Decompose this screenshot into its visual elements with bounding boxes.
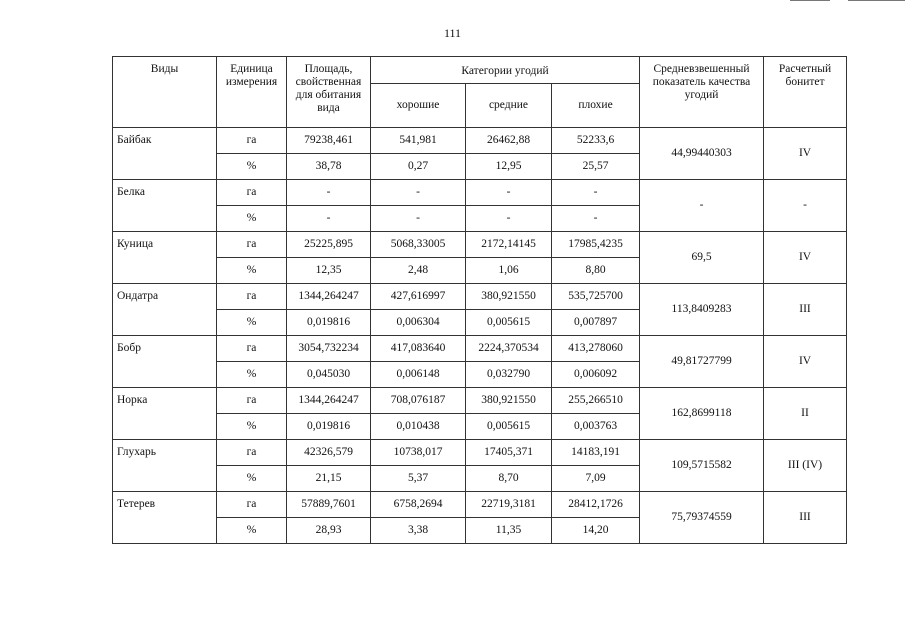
cell-poor: 28412,1726 <box>552 492 640 518</box>
cell-poor: 255,266510 <box>552 388 640 414</box>
quality-value: 109,5715582 <box>640 440 764 492</box>
quality-value: 113,8409283 <box>640 284 764 336</box>
cell-unit: га <box>217 232 287 258</box>
quality-value: 75,79374559 <box>640 492 764 544</box>
page-number: 111 <box>443 26 462 40</box>
cell-good: 3,38 <box>371 518 466 544</box>
cell-area: 0,019816 <box>287 414 371 440</box>
cell-area: 57889,7601 <box>287 492 371 518</box>
table-row <box>113 492 847 518</box>
table-row <box>113 440 847 466</box>
species-name: Норка <box>113 388 217 440</box>
cell-area: - <box>287 206 371 232</box>
cell-good: 10738,017 <box>371 440 466 466</box>
cell-good: 0,006304 <box>371 310 466 336</box>
species-name: Куница <box>113 232 217 284</box>
cell-unit: % <box>217 258 287 284</box>
cell-good: 708,076187 <box>371 388 466 414</box>
bonitet-value: III (IV) <box>764 440 847 492</box>
cell-medium: - <box>466 206 552 232</box>
cell-unit: % <box>217 206 287 232</box>
bonitet-value: IV <box>764 128 847 180</box>
header-quality: Средневзвешенный показатель качества угодий <box>640 57 764 128</box>
cell-good: 0,27 <box>371 154 466 180</box>
bonitet-value: III <box>764 492 847 544</box>
bonitet-value: IV <box>764 232 847 284</box>
cell-area: 79238,461 <box>287 128 371 154</box>
cell-good: 6758,2694 <box>371 492 466 518</box>
header-good: хорошие <box>371 84 466 128</box>
cell-unit: % <box>217 154 287 180</box>
cell-medium: 26462,88 <box>466 128 552 154</box>
cell-medium: 17405,371 <box>466 440 552 466</box>
cell-unit: % <box>217 466 287 492</box>
cell-unit: га <box>217 388 287 414</box>
table-row <box>113 284 847 310</box>
cell-area: 42326,579 <box>287 440 371 466</box>
species-name: Тетерев <box>113 492 217 544</box>
cell-good: 417,083640 <box>371 336 466 362</box>
species-name: Бобр <box>113 336 217 388</box>
cell-area: 3054,732234 <box>287 336 371 362</box>
cell-medium: 2224,370534 <box>466 336 552 362</box>
cell-medium: 380,921550 <box>466 284 552 310</box>
cell-unit: га <box>217 128 287 154</box>
cell-area: 1344,264247 <box>287 284 371 310</box>
cell-medium: 2172,14145 <box>466 232 552 258</box>
cell-area: 25225,895 <box>287 232 371 258</box>
cell-poor: 14183,191 <box>552 440 640 466</box>
cell-good: - <box>371 206 466 232</box>
cell-unit: га <box>217 180 287 206</box>
cell-medium: 0,032790 <box>466 362 552 388</box>
species-name: Глухарь <box>113 440 217 492</box>
cell-area: 12,35 <box>287 258 371 284</box>
header-unit: Единица измерения <box>217 57 287 128</box>
table-row <box>113 128 847 154</box>
cell-medium: 12,95 <box>466 154 552 180</box>
cell-poor: 14,20 <box>552 518 640 544</box>
cell-medium: 0,005615 <box>466 414 552 440</box>
cell-poor: 413,278060 <box>552 336 640 362</box>
species-habitat-table <box>112 56 847 544</box>
cell-unit: га <box>217 440 287 466</box>
quality-value: - <box>640 180 764 232</box>
cell-good: 0,006148 <box>371 362 466 388</box>
cell-unit: % <box>217 518 287 544</box>
cell-unit: % <box>217 414 287 440</box>
cell-area: 28,93 <box>287 518 371 544</box>
header-medium: средние <box>466 84 552 128</box>
table-row <box>113 336 847 362</box>
cell-good: 2,48 <box>371 258 466 284</box>
cell-good: 5,37 <box>371 466 466 492</box>
bonitet-value: IV <box>764 336 847 388</box>
cell-poor: 0,007897 <box>552 310 640 336</box>
cell-medium: 380,921550 <box>466 388 552 414</box>
cell-area: 0,019816 <box>287 310 371 336</box>
table-row <box>113 388 847 414</box>
scan-edge-mark-left <box>790 0 830 1</box>
cell-poor: 7,09 <box>552 466 640 492</box>
quality-value: 162,8699118 <box>640 388 764 440</box>
cell-good: 427,616997 <box>371 284 466 310</box>
cell-good: - <box>371 180 466 206</box>
species-name: Белка <box>113 180 217 232</box>
cell-poor: - <box>552 206 640 232</box>
header-poor: плохие <box>552 84 640 128</box>
header-categories: Категории угодий <box>371 57 640 84</box>
cell-unit: га <box>217 336 287 362</box>
cell-unit: % <box>217 362 287 388</box>
table-row <box>113 180 847 206</box>
bonitet-value: III <box>764 284 847 336</box>
bonitet-value: II <box>764 388 847 440</box>
cell-poor: 0,006092 <box>552 362 640 388</box>
quality-value: 69,5 <box>640 232 764 284</box>
cell-unit: га <box>217 284 287 310</box>
cell-medium: 11,35 <box>466 518 552 544</box>
table-row <box>113 232 847 258</box>
cell-area: 1344,264247 <box>287 388 371 414</box>
header-area: Площадь, свойственная для обитания вида <box>287 57 371 128</box>
cell-unit: % <box>217 310 287 336</box>
cell-area: 21,15 <box>287 466 371 492</box>
quality-value: 49,81727799 <box>640 336 764 388</box>
species-name: Байбак <box>113 128 217 180</box>
cell-medium: 0,005615 <box>466 310 552 336</box>
table-body <box>113 128 847 544</box>
cell-poor: 535,725700 <box>552 284 640 310</box>
cell-good: 5068,33005 <box>371 232 466 258</box>
cell-poor: 17985,4235 <box>552 232 640 258</box>
cell-poor: 8,80 <box>552 258 640 284</box>
cell-medium: 1,06 <box>466 258 552 284</box>
scan-edge-mark-right <box>848 0 905 1</box>
species-name: Ондатра <box>113 284 217 336</box>
cell-area: 38,78 <box>287 154 371 180</box>
cell-poor: 25,57 <box>552 154 640 180</box>
cell-good: 0,010438 <box>371 414 466 440</box>
cell-area: - <box>287 180 371 206</box>
cell-medium: - <box>466 180 552 206</box>
cell-unit: га <box>217 492 287 518</box>
cell-good: 541,981 <box>371 128 466 154</box>
quality-value: 44,99440303 <box>640 128 764 180</box>
cell-poor: 0,003763 <box>552 414 640 440</box>
cell-medium: 22719,3181 <box>466 492 552 518</box>
cell-medium: 8,70 <box>466 466 552 492</box>
cell-area: 0,045030 <box>287 362 371 388</box>
header-species: Виды <box>113 57 217 128</box>
bonitet-value: - <box>764 180 847 232</box>
header-bonitet: Расчетный бонитет <box>764 57 847 128</box>
cell-poor: - <box>552 180 640 206</box>
cell-poor: 52233,6 <box>552 128 640 154</box>
